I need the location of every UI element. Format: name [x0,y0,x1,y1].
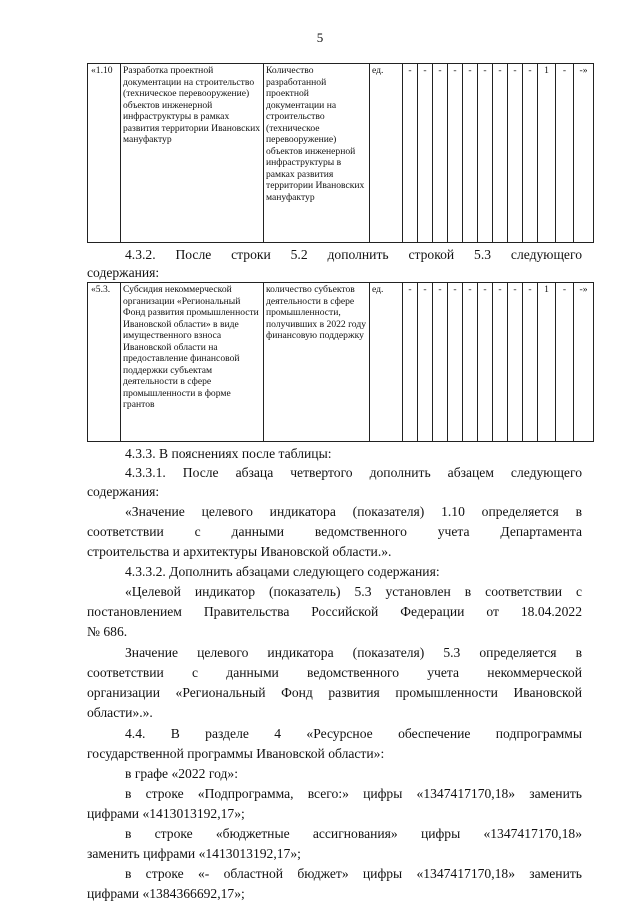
replacement-line: заменить цифрами «1413013192,17»; [87,846,301,861]
value-cell: - [508,283,523,442]
value-cell: - [478,283,493,442]
paragraph-4-3-2: 4.3.2. После строки 5.2 дополнить строкой 5.3 следующего [125,247,582,262]
paragraph-4-4-cont: государственной программы Ивановской области»: [87,746,385,761]
row-number: «5.3. [88,283,121,442]
quote-line: соответствии с данными ведомственного учета некоммерческой [87,665,582,680]
value-cell: -» [574,64,594,243]
replacement-line: в строке «- областной бюджет» цифры «1347417170,18» заменить [125,866,582,881]
table-row [88,283,594,442]
value-cell: - [403,283,418,442]
indicator-table-1 [87,63,594,243]
indicator-table-2 [87,282,594,442]
replacement-line: цифрами «1413013192,17»; [87,806,245,821]
value-cell: - [418,64,433,243]
value-cell: 1 [538,64,556,243]
quote-line: соответствии с данными ведомственного учета Департамента [87,524,582,539]
paragraph-4-3-2-cont: содержания: [87,265,160,280]
quote-line: постановлением Правительства Российской Федерации от 18.04.2022 [87,604,582,619]
indicator-name: количество субъектов деятельности в сфере промышленности, получивших в 2022 году финансовую поддержку [264,283,370,442]
value-cell: - [493,283,508,442]
value-cell: 1 [538,283,556,442]
value-cell: - [556,64,574,243]
value-cell: - [448,283,463,442]
quote-line: «Значение целевого индикатора (показателя) 1.10 определяется в [125,504,582,519]
value-cell: -» [574,283,594,442]
quote-line: Значение целевого индикатора (показателя) 5.3 определяется в [125,645,582,660]
value-cell: - [493,64,508,243]
value-cell: - [478,64,493,243]
value-cell: - [433,64,448,243]
value-cell: - [433,283,448,442]
quote-line: строительства и архитектуры Ивановской области.». [87,544,392,559]
value-cell: - [508,64,523,243]
paragraph-4-4: 4.4. В разделе 4 «Ресурсное обеспечение подпрограммы [125,726,582,741]
unit-cell: ед. [370,283,403,442]
quote-line: № 686. [87,624,128,639]
value-cell: - [523,283,538,442]
unit-cell: ед. [370,64,403,243]
replacement-line: в строке «Подпрограмма, всего:» цифры «1347417170,18» заменить [125,786,582,801]
paragraph-4-3-3-2: 4.3.3.2. Дополнить абзацами следующего содержания: [125,564,440,579]
value-cell: - [463,64,478,243]
indicator-name: Количество разработанной проектной документации на строительство (техническое перевооружение) объектов инженерной инфраструктуры в рамках развития территории Ивановских мануфактур [264,64,370,243]
table-row [88,64,594,243]
value-cell: - [403,64,418,243]
quote-line: организации «Региональный Фонд развития промышленности Ивановской [87,685,582,700]
paragraph-4-3-3-1-cont: содержания: [87,484,160,499]
value-cell: - [523,64,538,243]
value-cell: - [463,283,478,442]
activity-name: Субсидия некоммерческой организации «Региональный Фонд развития промышленности Ивановской области» в виде имущественного взноса Ивановской области на предоставление финансовой поддержки субъектам деятельности в сфере промышленности в форме грантов [121,283,264,442]
quote-line: области».». [87,705,153,720]
value-cell: - [448,64,463,243]
paragraph-4-3-3-1: 4.3.3.1. После абзаца четвертого дополнить абзацем следующего [125,465,582,480]
paragraph-column-2022: в графе «2022 год»: [125,766,238,781]
activity-name: Разработка проектной документации на строительство (техническое перевооружение) объектов инженерной инфраструктуры в рамках развития территории Ивановских мануфактур [121,64,264,243]
row-number: «1.10 [88,64,121,243]
replacement-line: цифрами «1384366692,17»; [87,886,245,901]
paragraph-4-3-3: 4.3.3. В пояснениях после таблицы: [125,446,332,461]
page-number: 5 [316,30,324,45]
replacement-line: в строке «бюджетные ассигнования» цифры «1347417170,18» [125,826,582,841]
quote-line: «Целевой индикатор (показатель) 5.3 установлен в соответствии с [125,584,582,599]
value-cell: - [556,283,574,442]
value-cell: - [418,283,433,442]
